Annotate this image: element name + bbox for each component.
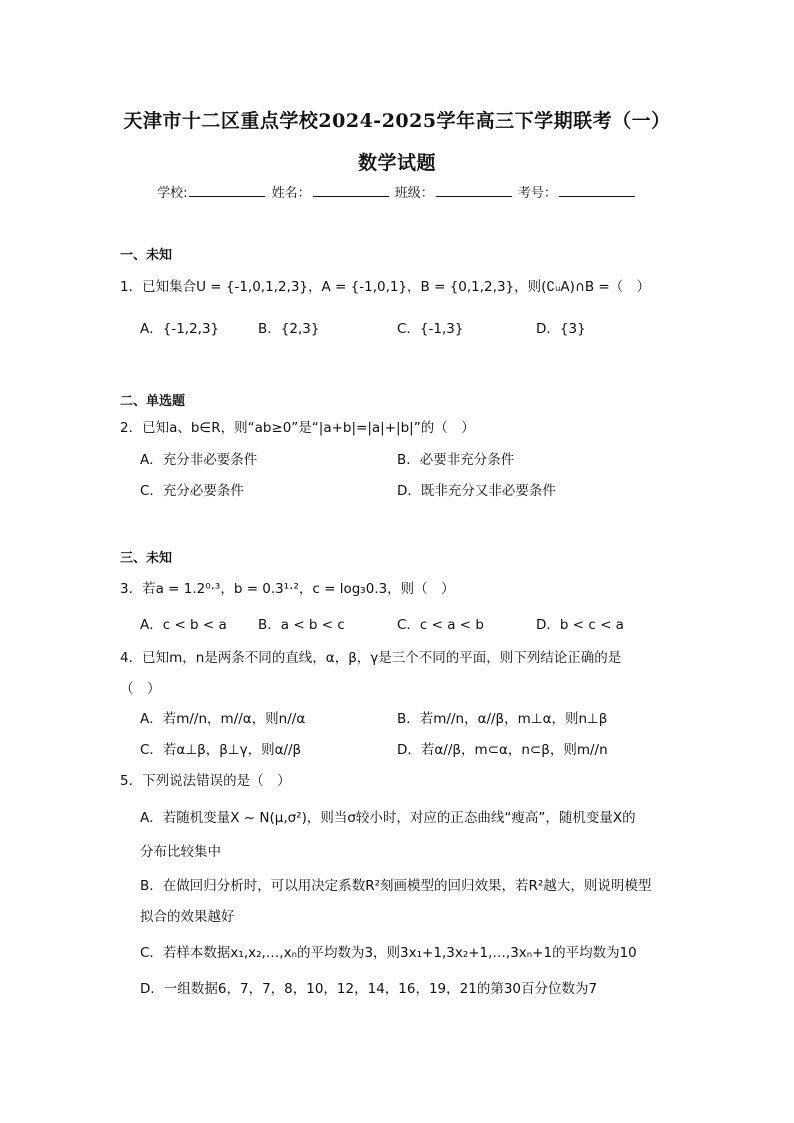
q4-option-c: C．若α⊥β，β⊥γ，则α//β xyxy=(140,742,302,758)
question-4-stem-line-2: （ ） xyxy=(120,681,161,697)
q5-option-c: C．若样本数据x₁,x₂,…,xₙ的平均数为3，则3x₁+1,3x₂+1,…,3xₙ+1的平均数为10 xyxy=(140,945,637,961)
q4-option-a: A．若m//n，m//α，则n//α xyxy=(140,711,306,727)
name-blank[interactable] xyxy=(313,184,389,197)
q2-option-b: B．必要非充分条件 xyxy=(397,452,515,468)
q2-option-d: D．既非充分又非必要条件 xyxy=(397,483,556,499)
school-label: 学校: xyxy=(157,186,188,201)
exam-subtitle: 数学试题 xyxy=(357,152,436,174)
student-info-row xyxy=(0,182,794,201)
q1-option-b: B．{2,3} xyxy=(258,321,320,337)
q4-option-b: B．若m//n，α//β，m⊥α，则n⊥β xyxy=(397,711,608,727)
q3-option-d: D．b < c < a xyxy=(536,617,624,633)
q1-option-d: D．{3} xyxy=(536,321,586,337)
q2-option-a: A．充分非必要条件 xyxy=(140,452,258,468)
q5-option-d: D．一组数据6，7，7，8，10，12，14，16，19，21的第30百分位数为7 xyxy=(140,981,598,997)
name-label: 姓名： xyxy=(271,186,311,201)
q5-option-a-line-1: A．若随机变量X ~ N(μ,σ²)，则当σ较小时，对应的正态曲线“瘦高”，随机变量X的 xyxy=(140,810,636,826)
q2-option-c: C．充分必要条件 xyxy=(140,483,244,499)
exam-no-blank[interactable] xyxy=(559,184,635,197)
q1-option-a: A．{-1,2,3} xyxy=(140,321,220,337)
school-blank[interactable] xyxy=(189,184,265,197)
q3-option-c: C．c < a < b xyxy=(397,617,484,633)
q5-option-b-line-1: B．在做回归分析时，可以用决定系数R²刻画模型的回归效果，若R²越大，则说明模型 xyxy=(140,878,652,894)
question-5-stem: 5．下列说法错误的是（ ） xyxy=(120,773,291,789)
q4-option-d: D．若α//β，m⊂α，n⊂β，则m//n xyxy=(397,742,608,758)
q3-option-b: B．a < b < c xyxy=(258,617,345,633)
section-heading-3: 三、未知 xyxy=(120,551,173,566)
section-heading-2: 二、单选题 xyxy=(120,394,186,409)
q3-option-a: A．c < b < a xyxy=(140,617,227,633)
exam-no-label: 考号： xyxy=(517,186,557,201)
question-1-stem: 1．已知集合U = {-1,0,1,2,3}，A = {-1,0,1}，B = {0,1,2,3}，则(∁ᵤA)∩B =（ ） xyxy=(120,279,651,295)
section-heading-1: 一、未知 xyxy=(120,248,173,263)
exam-title: 天津市十二区重点学校2024-2025学年高三下学期联考（一） xyxy=(123,110,671,132)
class-label: 班级： xyxy=(394,186,434,201)
class-blank[interactable] xyxy=(436,184,512,197)
q5-option-a-line-2: 分布比较集中 xyxy=(140,844,221,860)
question-4-stem-line-1: 4．已知m，n是两条不同的直线，α，β，γ是三个不同的平面，则下列结论正确的是 xyxy=(120,650,622,666)
question-2-stem: 2．已知a、b∈R，则“ab≥0”是“|a+b|=|a|+|b|”的（ ） xyxy=(120,420,475,436)
q1-option-c: C．{-1,3} xyxy=(397,321,464,337)
question-3-stem: 3．若a = 1.2⁰·³，b = 0.3¹·²，c = log₃0.3，则（ ） xyxy=(120,581,455,597)
q5-option-b-line-2: 拟合的效果越好 xyxy=(140,909,235,925)
